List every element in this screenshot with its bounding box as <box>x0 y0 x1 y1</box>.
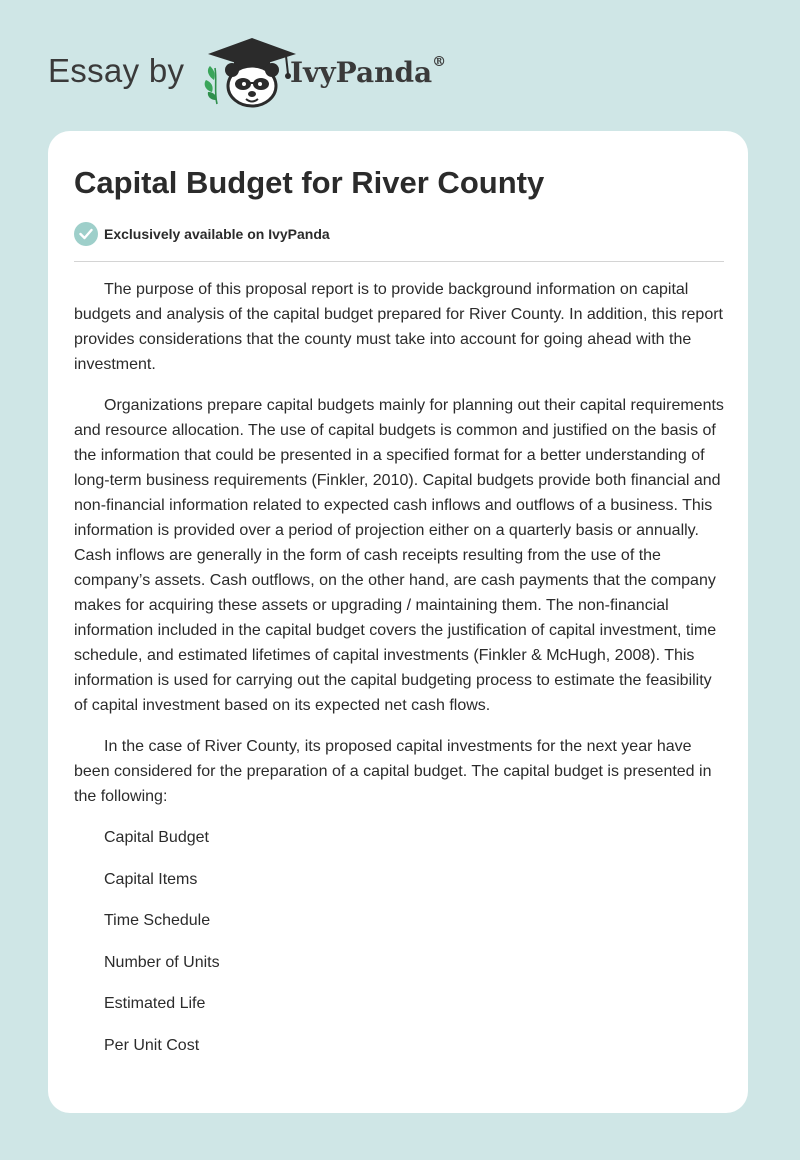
capital-budget-items-list <box>74 825 726 1058</box>
site-brand[interactable] <box>48 30 508 110</box>
list-item: Per Unit Cost <box>104 1036 200 1054</box>
paragraph: In the case of River County, its proposed capital investments for the next year have been considered for the preparation of a capital budget. The capital budget is presented in the following: <box>74 738 712 805</box>
paragraph: The purpose of this proposal report is to provide background information on capital budgets and analysis of the capital budget prepared for River County. In addition, this report provides considerations that the county must take into account for going ahead with the investment. <box>74 281 723 373</box>
list-item: Capital Budget <box>104 829 209 846</box>
brand-prefix: Essay by <box>48 52 185 89</box>
title-divider <box>74 261 724 262</box>
list-item: Capital Items <box>104 870 198 888</box>
list-item: Time Schedule <box>104 912 211 929</box>
article-card <box>48 131 748 1113</box>
page-title: Capital Budget for River County <box>74 165 545 200</box>
exclusive-badge-label: Exclusively available on IvyPanda <box>104 226 330 242</box>
paragraph: Organizations prepare capital budgets mainly for planning out their capital requirements and resource allocation. The use of capital budgets is common and justified on the basis of the information that could be presented in a specified format for a better understanding of long-term business requirements (Finkler, 2010). Capital budgets provide both financial and non-financial information related to expected cash inflows and outflows of a business. This information is provided over a period of projection either on a quarterly basis or annually. Cash inflows are generally in the form of cash receipts resulting from the use of the company’s assets. Cash outflows, on the other hand, are cash payments that the company makes for acquiring these assets or upgrading / maintaining them. The non-financial information included in the capital budget covers the justification of capital investment, time schedule, and estimated lifetimes of capital investments (Finkler & McHugh, 2008). This information is used for carrying out the capital budgeting process to estimate the feasibility of capital investment based on its expected net cash flows. <box>74 397 724 714</box>
panda-graduate-logo-icon <box>200 34 300 110</box>
check-circle-icon <box>74 222 98 246</box>
brand-name: IvyPanda® <box>290 54 447 89</box>
list-item: Number of Units <box>104 953 220 971</box>
registered-mark: ® <box>432 54 447 70</box>
exclusive-badge <box>74 221 330 247</box>
list-item: Estimated Life <box>104 995 206 1012</box>
article-body <box>74 277 726 1074</box>
